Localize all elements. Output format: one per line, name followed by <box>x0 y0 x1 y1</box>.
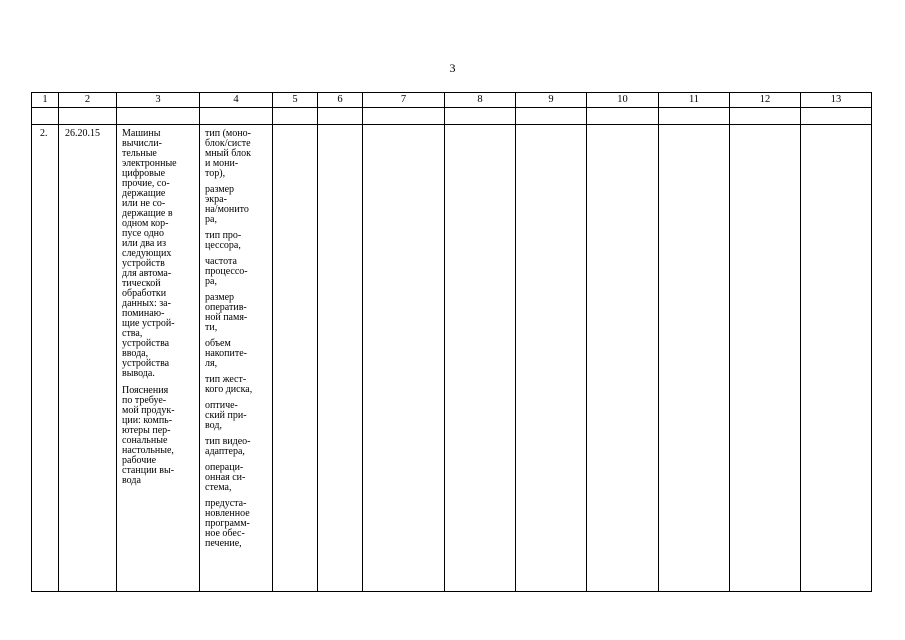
text-line: обработки <box>122 288 167 299</box>
product-name-cell <box>117 125 200 592</box>
text-line: данных: за- <box>122 298 171 309</box>
text-line: экра- <box>205 194 227 205</box>
feature-item <box>205 339 270 369</box>
text-line: тельные <box>122 148 157 159</box>
feature-item <box>205 129 270 179</box>
feature-item <box>205 293 270 333</box>
text-line: устройства <box>122 338 170 349</box>
table-cell <box>587 108 659 125</box>
text-line: устройств <box>122 258 165 269</box>
text-line: или два из <box>122 238 167 249</box>
column-number: 10 <box>587 93 659 108</box>
feature-item <box>205 375 270 395</box>
text-line: сональные <box>122 435 168 446</box>
text-line: ля, <box>205 358 218 369</box>
column-number: 13 <box>801 93 872 108</box>
text-line: тип жест- <box>205 374 247 385</box>
text-line: держащие <box>122 188 166 199</box>
column-number: 6 <box>318 93 363 108</box>
text-line: или не со- <box>122 198 166 209</box>
text-line: онная си- <box>205 472 246 483</box>
text-line: объем <box>205 338 231 349</box>
feature-item <box>205 257 270 287</box>
table-cell <box>801 108 872 125</box>
table-cell <box>59 108 117 125</box>
table-cell <box>516 125 587 592</box>
text-line: ное обес- <box>205 528 245 539</box>
text-line: стема, <box>205 482 232 493</box>
features-cell <box>200 125 273 592</box>
text-line: ский при- <box>205 410 247 421</box>
text-line: оптиче- <box>205 400 238 411</box>
text-line: предуста- <box>205 498 247 509</box>
text-line: адаптера, <box>205 446 245 457</box>
text-line: ра, <box>205 214 217 225</box>
text-line: размер <box>205 292 235 303</box>
feature-item <box>205 437 270 457</box>
text-line: для автома- <box>122 268 172 279</box>
column-number: 12 <box>730 93 801 108</box>
table-cell <box>318 125 363 592</box>
text-line: накопите- <box>205 348 247 359</box>
text-line: следующих <box>122 248 172 259</box>
text-line: ввода, <box>122 348 149 359</box>
text-line: вода <box>122 475 141 486</box>
text-line: мный блок <box>205 148 251 159</box>
text-line: процессо- <box>205 266 248 277</box>
table-cell <box>730 108 801 125</box>
text-line: и мони- <box>205 158 239 169</box>
table-cell <box>273 125 318 592</box>
table-cell <box>445 108 516 125</box>
text-line: тип (моно- <box>205 128 251 139</box>
text-line: цифровые <box>122 168 166 179</box>
table-cell <box>32 108 59 125</box>
table-cell <box>659 125 730 592</box>
text-line: настольные, <box>122 445 174 456</box>
text-line: мой продук- <box>122 405 175 416</box>
text-line: программ- <box>205 518 250 529</box>
text-line: тип видео- <box>205 436 251 447</box>
table-cell <box>363 108 445 125</box>
row-number: 2. <box>32 125 59 592</box>
blank-row <box>32 108 872 125</box>
okpd-code: 26.20.15 <box>59 125 117 592</box>
text-line: печение, <box>205 538 242 549</box>
feature-item <box>205 463 270 493</box>
table-cell <box>801 125 872 592</box>
product-explanation <box>122 386 197 486</box>
text-line: вывода. <box>122 368 155 379</box>
table-cell <box>363 125 445 592</box>
text-line: новленное <box>205 508 250 519</box>
text-line: оператив- <box>205 302 247 313</box>
table-row <box>32 125 872 592</box>
text-line: вод, <box>205 420 222 431</box>
table-cell <box>200 108 273 125</box>
column-number: 7 <box>363 93 445 108</box>
text-line: ти, <box>205 322 218 333</box>
table-cell <box>516 108 587 125</box>
table-cell <box>273 108 318 125</box>
text-line: ра, <box>205 276 217 287</box>
column-number: 8 <box>445 93 516 108</box>
column-number: 4 <box>200 93 273 108</box>
text-line: тор), <box>205 168 226 179</box>
text-line: блок/систе <box>205 138 251 149</box>
text-line: пусе одно <box>122 228 165 239</box>
product-description <box>122 129 197 379</box>
column-number: 3 <box>117 93 200 108</box>
feature-item <box>205 401 270 431</box>
text-line: операци- <box>205 462 244 473</box>
text-line: тип про- <box>205 230 242 241</box>
text-line: Пояснения <box>122 385 169 396</box>
page-number: 3 <box>449 61 456 75</box>
column-number: 1 <box>32 93 59 108</box>
text-line: размер <box>205 184 235 195</box>
text-line: ютеры пер- <box>122 425 171 436</box>
text-line: устройства <box>122 358 170 369</box>
table-cell <box>117 108 200 125</box>
column-number: 11 <box>659 93 730 108</box>
product-table <box>31 92 872 592</box>
text-line: вычисли- <box>122 138 162 149</box>
column-number: 9 <box>516 93 587 108</box>
text-line: ной памя- <box>205 312 248 323</box>
text-line: цессора, <box>205 240 241 251</box>
table-cell <box>318 108 363 125</box>
text-line: прочие, со- <box>122 178 170 189</box>
text-line: станции вы- <box>122 465 175 476</box>
text-line: Машины <box>122 128 161 139</box>
text-line: частота <box>205 256 237 267</box>
column-number: 2 <box>59 93 117 108</box>
text-line: электронные <box>122 158 177 169</box>
table-cell <box>587 125 659 592</box>
text-line: по требуе- <box>122 395 167 406</box>
text-line: тической <box>122 278 161 289</box>
text-line: кого диска, <box>205 384 253 395</box>
feature-item <box>205 185 270 225</box>
text-line: ции: компь- <box>122 415 173 426</box>
text-line: держащие в <box>122 208 173 219</box>
text-line: поминаю- <box>122 308 165 319</box>
column-number-row <box>32 93 872 108</box>
text-line: на/монито <box>205 204 249 215</box>
table-cell <box>730 125 801 592</box>
text-line: одном кор- <box>122 218 169 229</box>
text-line: рабочие <box>122 455 157 466</box>
text-line: ства, <box>122 328 143 339</box>
table-cell <box>659 108 730 125</box>
text-line: щие устрой- <box>122 318 175 329</box>
column-number: 5 <box>273 93 318 108</box>
feature-item <box>205 231 270 251</box>
feature-item <box>205 499 270 549</box>
table-cell <box>445 125 516 592</box>
